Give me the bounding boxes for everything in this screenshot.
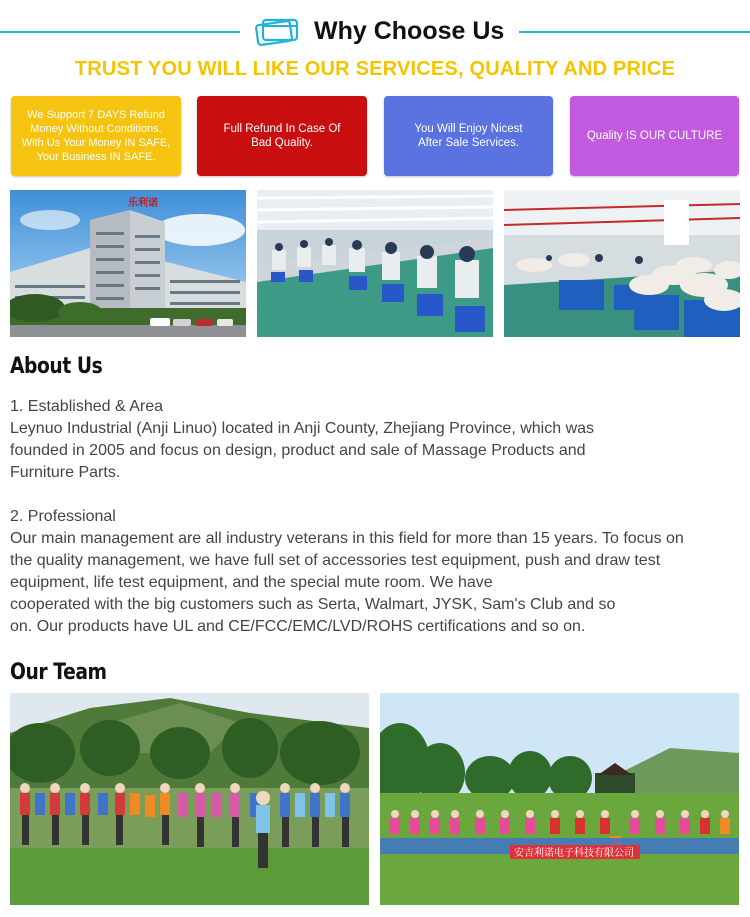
cards-icon: [253, 16, 301, 48]
warehouse-photo: [504, 190, 740, 337]
factory-sign: 乐利诺: [128, 198, 158, 209]
refund-policy-card: We Support 7 DAYS Refund Money Without Conditions. With Us Your Money IN SAFE, Your Business IN SAFE.: [11, 96, 181, 176]
about-section-2: [10, 506, 745, 638]
section-2-line: cooperated with the big customers such as Serta, Walmart, JYSK, Sam's Club and so: [10, 596, 616, 613]
team-outdoor-photo-2: [380, 693, 739, 905]
section-1-line: Leynuo Industrial (Anji Linuo) located in Anji County, Zhejiang Province, which was: [10, 420, 595, 437]
after-sale-card: You Will Enjoy Nicest After Sale Services.: [384, 96, 553, 176]
section-1-line: founded in 2005 and focus on design, product and sale of Massage Products and: [10, 442, 586, 459]
about-heading: About Us: [10, 354, 103, 379]
section-1-title: 1. Established & Area: [10, 398, 163, 415]
section-1-line: Furniture Parts.: [10, 464, 121, 481]
about-section-1: [10, 396, 745, 484]
factory-building-photo: [10, 190, 246, 337]
quality-culture-card: Quality IS OUR CULTURE: [570, 96, 739, 176]
section-2-line: on. Our products have UL and CE/FCC/EMC/LVD/ROHS certifications and so on.: [10, 618, 586, 635]
section-2-line: equipment, life test equipment, and the special mute room. We have: [10, 574, 493, 591]
section-2-line: Our main management are all industry veterans in this field for more than 15 years. To focus on: [10, 530, 684, 547]
section-2-line: the quality management, we have full set of accessories test equipment, push and draw test: [10, 552, 661, 569]
page-title: Why Choose Us: [314, 17, 505, 45]
section-2-title: 2. Professional: [10, 508, 116, 525]
team-heading: Our Team: [10, 660, 107, 685]
full-refund-card: Full Refund In Case Of Bad Quality.: [197, 96, 367, 176]
header-line-right: [519, 31, 750, 33]
team-outdoor-photo-1: [10, 693, 369, 905]
header-line-left: [0, 31, 240, 33]
page-subtitle: TRUST YOU WILL LIKE OUR SERVICES, QUALITY AND PRICE: [74, 58, 676, 80]
assembly-line-photo: [257, 190, 493, 337]
company-banner: 安吉利诺电子科技有限公司: [514, 848, 634, 859]
